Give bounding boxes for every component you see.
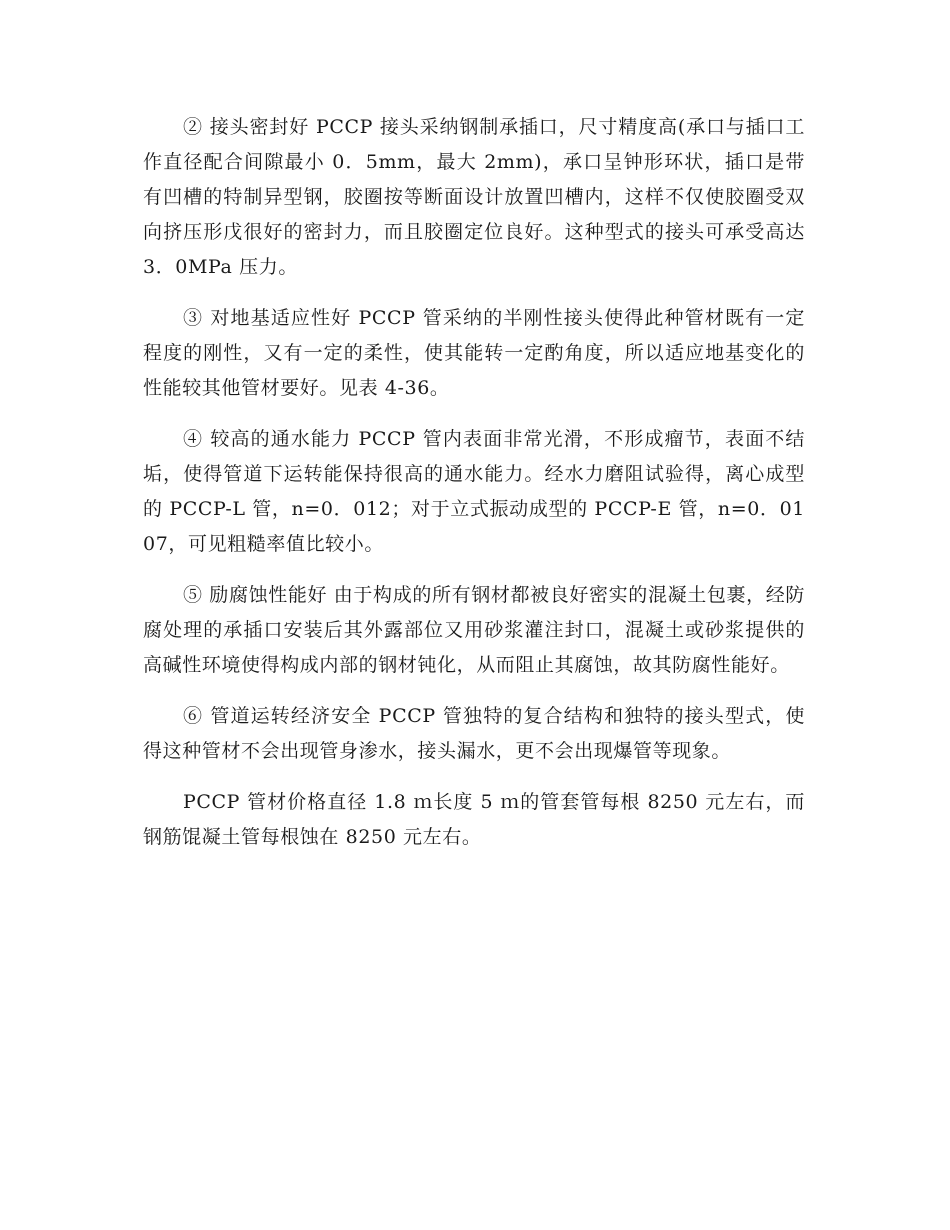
paragraph-corrosion-resistance: ⑤ 励腐蚀性能好 由于构成的所有钢材都被良好密实的混凝土包裹，经防腐处理的承插口安装后其外露部位又用砂浆灌注封口，混凝土或砂浆提供的高碱性环境使得构成内部的钢材钝化，从而阻止其腐蚀，故其防腐性能好。 (143, 584, 805, 676)
paragraph-operation-safety: ⑥ 管道运转经济安全 PCCP 管独特的复合结构和独特的接头型式，使得这种管材不会出现管身渗水，接头漏水，更不会出现爆管等现象。 (143, 705, 805, 762)
paragraph-joint-sealing: ② 接头密封好 PCCP 接头采纳钢制承插口，尺寸精度高(承口与插口工作直径配合间隙最小 0．5mm，最大 2mm)，承口呈钟形环状，插口是带有凹槽的特制异型钢，胶圈按等断面设计放置凹槽内，这样不仅使胶圈受双向挤压形戊很好的密封力，而且胶圈定位良好。这种型式的接头可承受高达 3．0MPa 压力。 (143, 116, 805, 278)
paragraph-pricing: PCCP 管材价格直径 1.8 ｍ长度 5 ｍ的管套管每根 8250 元左右，而钢筋馄凝土管每根蚀在 8250 元左右。 (143, 791, 805, 848)
document-body (143, 110, 805, 871)
paragraph-foundation-adaptability: ③ 对地基适应性好 PCCP 管采纳的半刚性接头使得此种管材既有一定程度的刚性，又有一定的柔性，使其能转一定酌角度，所以适应地基变化的性能较其他管材要好。见表 4-36。 (143, 307, 805, 399)
paragraph-water-capacity: ④ 较高的通水能力 PCCP 管内表面非常光滑，不形成瘤节，表面不结垢，使得管道下运转能保持很高的通水能力。经水力磨阻试验得，离心成型的 PCCP-L 管，n=0．012；对于立式振动成型的 PCCP-E 管，n=0．0107，可见粗糙率值比较小。 (143, 428, 805, 555)
